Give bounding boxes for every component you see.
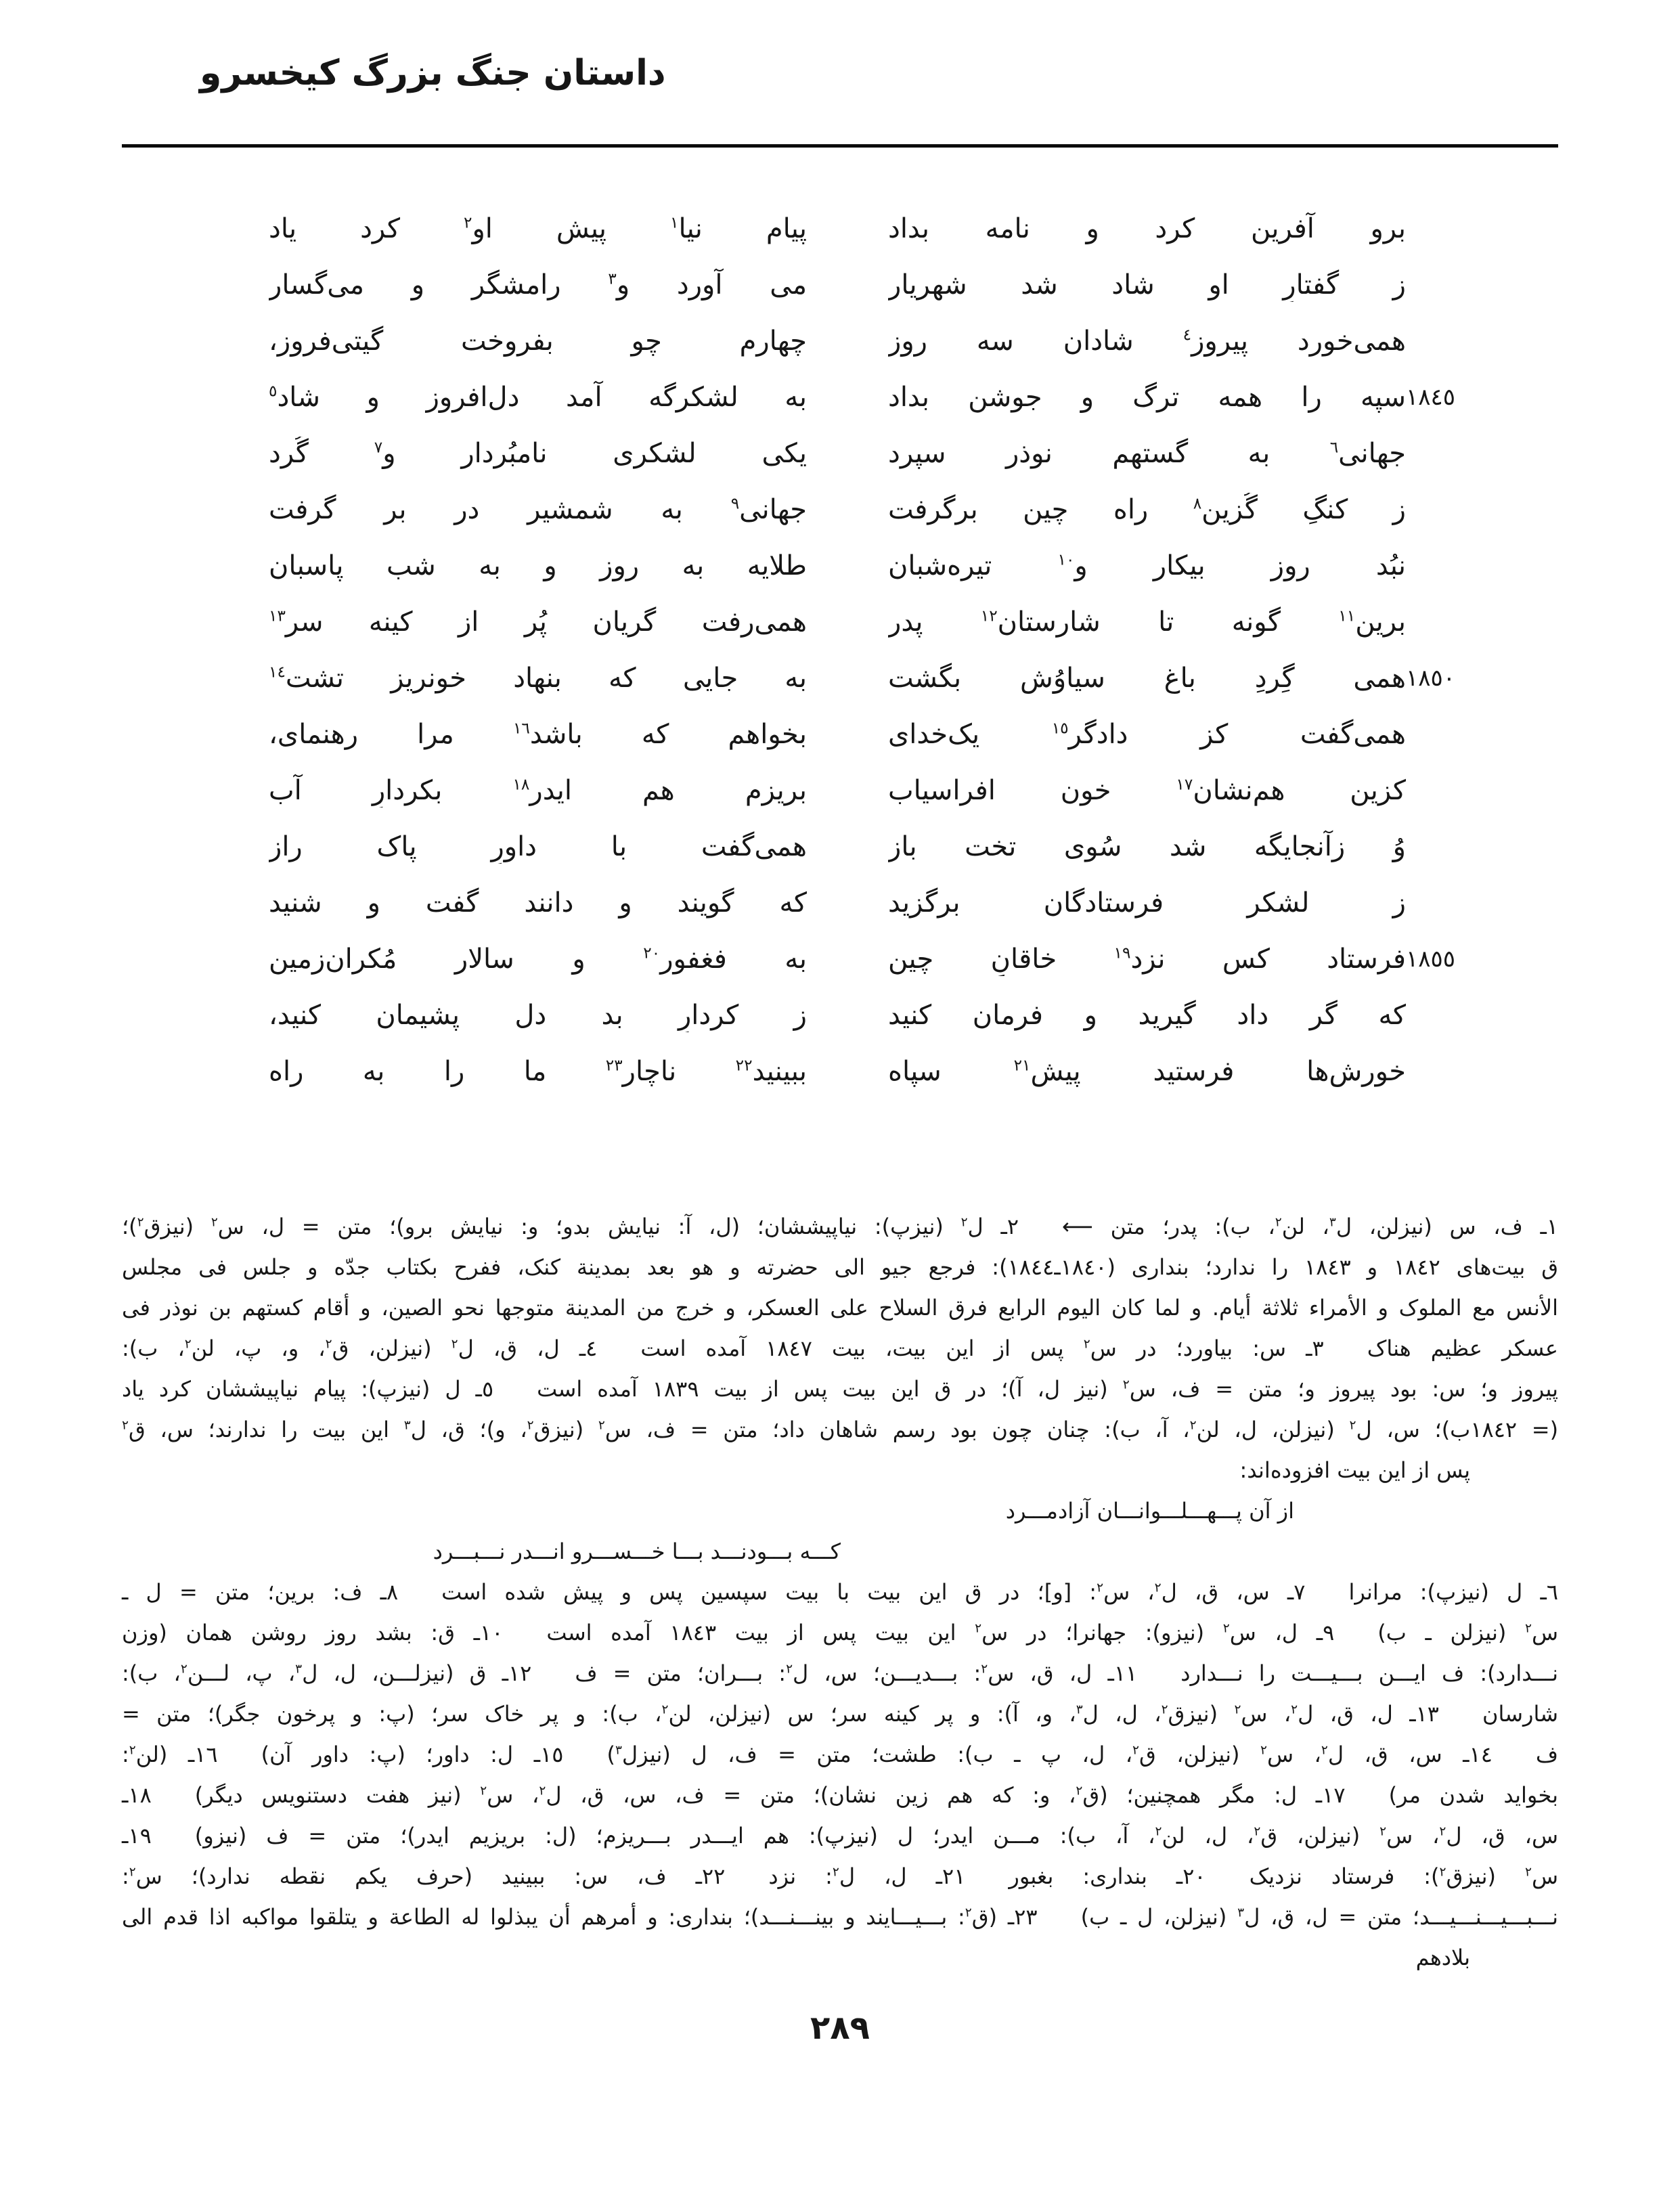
verse-row (269, 818, 1558, 875)
verse-number: ١٨٤٥ (1406, 383, 1456, 411)
hemistich-second: چهارم چو بفروخت گیتی‌فروز، (269, 325, 807, 357)
footnote-line: س، ق، ل$^٢$، س$^٢$ (نیزلن، ق$^٢$، ل، لن$^٢$، آ، ب): مـــن ایدر؛ ل (نیزپ): هم ایـــدر بـــریزم؛ (ل: بریزیم ایدر)؛ متن = ف (نیزو) ١٩ـ (122, 1823, 1559, 1849)
hemistich-second: می آورد و$^٣$ رامشگر و می‌گسار (269, 269, 807, 301)
hemistich-second: به فغفور$^{٢٠}$ و سالار مُکران‌زمین (269, 943, 807, 975)
hemistich-second: که گویند و دانند گفت و شنید (269, 887, 807, 919)
hemistich-first: که گر داد گیرید و فرمان کنید (888, 999, 1406, 1031)
hemistich-second: پیامِ نیا$^١$ پیش او$^٢$ کرد یاد (269, 213, 807, 244)
hemistich-second: جهانی$^٩$ به شمشیر در بر گرفت (269, 493, 807, 525)
hemistich-second: یکی لشکری نامبُردار و$^٧$ گُرد (269, 437, 807, 469)
footnote-line: بلادهم (1415, 1945, 1470, 1970)
verse-row (269, 537, 1558, 594)
hemistich-second: به لشکرگه آمد دل‌افروز و شاد$^٥$ (269, 381, 807, 413)
verse-row (269, 257, 1558, 313)
verse-row (269, 987, 1558, 1043)
footnote-line: عسکر عظیم هناک ٣ـ س: بیاورد؛ در س$^٢$ پس از این بیت، بیت ١٨٤٧ آمده است ٤ـ ل، ق، ل$^٢$ (نیزلن، ق$^٢$، و، پ، لن$^٢$، ب): (122, 1335, 1559, 1361)
hemistich-second: بخواهم که باشد$^{١٦}$ مرا رهنمای، (269, 718, 807, 750)
hemistich-first: ز لشکر فرستادگان برگزید (888, 887, 1406, 919)
verse-row (269, 706, 1558, 762)
verse-number: ١٨٥٥ (1406, 945, 1456, 973)
inserted-couplet-line: از آن پـــهـــلـــوانـــان آزادمـــرد (1005, 1498, 1294, 1524)
verse-row (269, 762, 1558, 818)
hemistich-first: جهانی$^٦$ به گستهم نوذر سپرد (888, 437, 1406, 469)
hemistich-second: بریزم هم ایدر$^{١٨}$ بکردارِ آب (269, 774, 807, 806)
critical-apparatus (122, 1206, 1558, 1978)
poem-columns (269, 200, 1558, 1099)
footnote-line: پس از این بیت افزوده‌اند: (1239, 1457, 1470, 1483)
hemistich-first: خورش‌ها فرستید پیش$^{٢١}$ سپاه (888, 1055, 1406, 1087)
hemistich-second: همی‌رفت گریان پُر از کینه سر$^{١٣}$ (269, 606, 807, 638)
verse-row (269, 200, 1558, 257)
verse-row (269, 425, 1558, 481)
hemistich-first: همی گِردِ باغِ سیاوُش بگشت (888, 662, 1406, 694)
hemistich-first: همی‌گفت کز دادگر$^{١٥}$ یک‌خدای (888, 718, 1406, 750)
hemistich-first: ز کنگِ گُزین$^٨$ راه چین برگرفت (888, 493, 1406, 525)
footnote-line: نـــبـــیـــنـــیـــد؛ متن = ل، ق، ل$^٣$ (نیزلن، ل ـ ب) ٢٣ـ (ق$^٢$: بـــیـــایند و بینـــنـــد)؛ بنداری: و أمرهم أن یبذلوا له الطاعة و یتلقوا مواکبه اذا قدم الی (122, 1904, 1559, 1930)
inserted-couplet-line: کـــه بـــودنـــد بـــا خـــســـرو انـــدر نـــبـــرد (433, 1539, 841, 1564)
footnote-line: پیروز و؛ س: بود پیروز و؛ متن = ف، س$^٢$ (نیز ل، آ)؛ در ق این بیت پس از بیت ١٨٣٩ آمده است ٥ـ ل (نیزپ): پیام نیاپیششان کرد یاد (122, 1376, 1559, 1402)
hemistich-first: کزین هم‌نشان$^{١٧}$ خون افراسیاب (888, 774, 1406, 806)
header-divider (122, 144, 1558, 148)
hemistich-first: سپه را همه ترگ و جوشن بداد (888, 381, 1406, 413)
verse-row (269, 313, 1558, 369)
verse-row (269, 1043, 1558, 1099)
footnote-line: ٦ـ ل (نیزپ): مرانرا ٧ـ س، ق، ل$^٢$، س$^٢$: [و]؛ در ق این بیت با بیت سپسین پس و پیش شده است ٨ـ ف: برین؛ متن = ل ـ (122, 1579, 1559, 1605)
hemistich-first: ز گفتارِ او شاد شد شهریار (888, 269, 1406, 301)
verse-row (269, 481, 1558, 537)
footnote-line: س$^٢$ (نیزق$^٢$): فرستاد نزدیک ٢٠ـ بنداری: بغبور ٢١ـ ل، ل$^٢$: نزد ٢٢ـ ف، س: ببینید (حرف یکم نقطه ندارد)؛ س$^٢$: (122, 1863, 1559, 1889)
hemistich-second: طلایه به روز و به شب پاسبان (269, 550, 807, 581)
verse-row (269, 931, 1558, 987)
verse-row (269, 369, 1558, 425)
footnote-line: شارسان ١٣ـ ل، ق، ل$^٢$، س$^٢$ (نیزق$^٢$، ل، ل$^٣$، و، آ): و پر کینه سر؛ س (نیزلن، لن$^٢$، ب): و پر خاک سر؛ (پ: و پرخون جگر)؛ متن = (122, 1701, 1559, 1727)
verse-row (269, 594, 1558, 650)
footnote-line: ق بیت‌های ١٨٤٢ و ١٨٤٣ را ندارد؛ بنداری (١٨٤٠ـ١٨٤٤): فرجع جیو الی حضرته و هو بعد بمدینة کنک، ففرح بکتاب جدّه و جلس فی مجلس (122, 1254, 1559, 1280)
running-head-title: داستان جنگ بزرگ کیخسرو (200, 53, 666, 93)
hemistich-first: برو آفرین کرد و نامه بداد (888, 213, 1406, 244)
page-number: ٢٨٩ (810, 2009, 870, 2047)
hemistich-second: به جایی که بنهاد خونریز تشت$^{١٤}$ (269, 662, 807, 694)
footnote-line: س$^٢$ (نیزلن ـ ب) ٩ـ ل، س$^٢$ (نیزو): جهانرا؛ در س$^٢$ این بیت پس از بیت ١٨٤٣ آمده است ١٠ـ ق: بشد روز روشن همان (وزن (122, 1620, 1558, 1645)
hemistich-first: نبُد روز بیکار و$^{١٠}$ تیره‌شبان (888, 550, 1406, 581)
footnote-line: ف ١٤ـ س، ق، ل$^٢$، س$^٢$ (نیزلن، ق$^٢$، ل، پ ـ ب): طشت؛ متن = ف، ل (نیزل$^٣$) ١٥ـ ل: داور؛ (پ: داور آن) ١٦ـ (لن$^٢$: (122, 1742, 1559, 1767)
footnote-line: نـــدارد): ف ایـــن بـــیـــت را نـــدارد ١١ـ ل، ق، س$^٢$: بـــدیـــن؛ س، ل$^٢$: بـــران؛ متن = ف ١٢ـ ق (نیزلـــن، ل، ل$^٣$، پ، لـــن$^٢$، ب): (122, 1660, 1559, 1686)
hemistich-first: همی‌خورد پیروز$^٤$ شادان سه روز (888, 325, 1406, 357)
verse-number: ١٨٥٠ (1406, 664, 1456, 692)
footnote-line: الأنس مع الملوک و الأمراء ثلاثة أیام. و لما کان الیوم الرابع فرق السلاح علی العسکر، و خرج من المدینة متوجها نحو الصین، و أقام کستهم بن نوذر فی (122, 1295, 1558, 1321)
hemistich-first: برین$^{١١}$ گونه تا شارستان$^{١٢}$ پدر (888, 606, 1406, 638)
footnote-line: بخواید شدن مر) ١٧ـ ل: مگر همچنین؛ (ق$^٢$، و: که هم زین نشان)؛ متن = ف، س، ق، ل$^٢$، س$^٢$ (نیز هفت دستنویس دیگر) ١٨ـ (122, 1782, 1559, 1808)
verse-row (269, 875, 1558, 931)
footnote-line: (= ١٨٤٢ب)؛ س، ل$^٢$ (نیزلن، ل، لن$^٢$، آ، ب): چنان چون بود رسم شاهان داد؛ متن = ف، س$^٢$ (نیزق$^٢$، و)؛ ق، ل$^٣$ این بیت را ندارند؛ س، ق$^٢$ (122, 1417, 1559, 1442)
hemistich-first: وُ زآنجایگه شد سُوی تخت باز (888, 831, 1406, 862)
hemistich-first: فرستاد کس نزد$^{١٩}$ خاقانِ چین (888, 943, 1406, 975)
hemistich-second: همی‌گفت با داورِ پاک راز (269, 831, 807, 862)
footnote-line: ١ـ ف، س (نیزلن، ل$^٣$، لن$^٢$، ب): پدر؛ متن ⟵ ٢ـ ل$^٢$ (نیزپ): نیاپیششان؛ (ل، آ: نیایش بدو؛ و: نیایش برو)؛ متن = ل، س$^٢$ (نیزق$^٢$)؛ (122, 1214, 1559, 1239)
verse-row (269, 650, 1558, 706)
hemistich-second: ز کردارِ بد دل پشیمان کنید، (269, 999, 807, 1031)
hemistich-second: ببینید$^{٢٢}$ ناچار$^{٢٣}$ ما را به راه (269, 1055, 807, 1087)
